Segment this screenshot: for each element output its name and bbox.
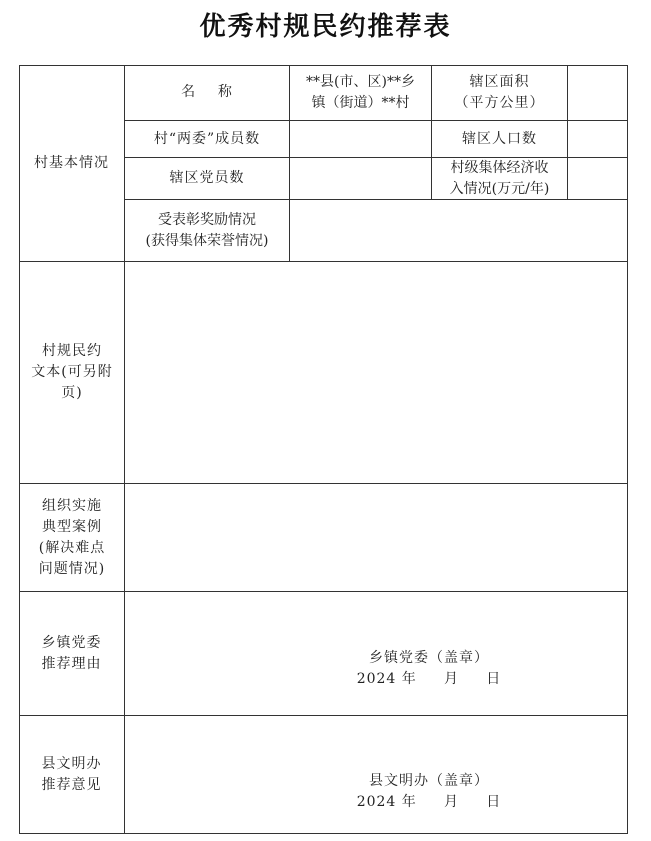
area-value-field[interactable] [568,65,627,120]
collective-income-label: 村级集体经济收 入情况(万元/年) [449,159,550,197]
township-seal-label: 乡镇党委（盖章） [369,650,489,666]
committee-members-label: 村“两委”成员数 [153,130,261,147]
rules-text-section-label: 村规民约 文本(可另附 页) [31,343,113,401]
county-date: 2024 年 月 日 [356,794,502,810]
typical-cases-section-label: 组织实施 典型案例 (解决难点 问题情况) [38,497,106,577]
table-border-bottom [19,833,628,834]
population-label: 辖区人口数 [462,130,537,147]
honors-label: 受表彰奖励情况 (获得集体荣誉情况) [145,211,269,249]
page-title: 优秀村规民约推荐表 [199,12,452,42]
party-members-field[interactable] [290,158,431,199]
basic-info-section-label: 村基本情况 [34,154,109,171]
recommendation-form-table [19,65,628,834]
township-date: 2024 年 月 日 [356,671,502,687]
township-seal-signature [319,648,539,690]
area-label: 辖区面积 （平方公里） [454,73,545,111]
committee-members-field[interactable] [290,121,431,157]
collective-income-field[interactable] [568,158,627,199]
honors-field[interactable] [290,200,627,261]
name-label: 名 称 [181,84,233,100]
population-field[interactable] [568,121,627,157]
rules-text-field[interactable] [125,262,627,483]
name-value: **县(市、区)**乡 镇（街道）**村 [306,73,415,111]
typical-cases-field[interactable] [125,484,627,591]
township-recommendation-section-label: 乡镇党委 推荐理由 [41,634,102,672]
table-border-right [627,65,628,834]
county-seal-label: 县文明办（盖章） [369,773,489,789]
county-seal-signature [319,771,539,813]
party-members-label: 辖区党员数 [169,170,245,186]
county-opinion-section-label: 县文明办 推荐意见 [41,755,102,793]
